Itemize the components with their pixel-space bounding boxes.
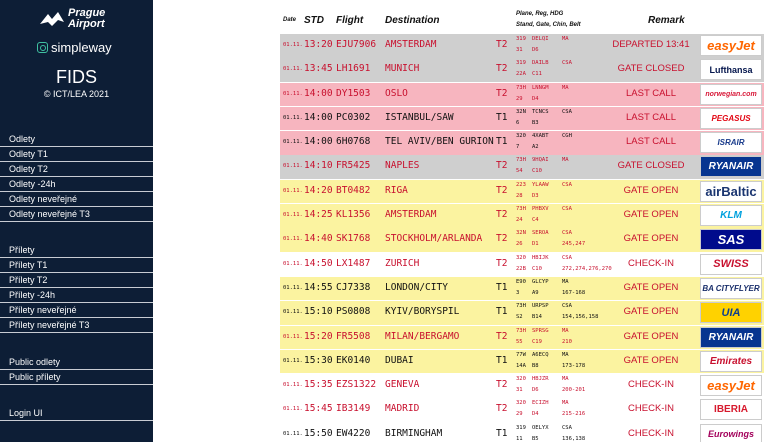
gate: B14 bbox=[532, 314, 542, 321]
flight-row bbox=[280, 58, 764, 82]
airline-logo: BA CITYFLYER bbox=[700, 278, 762, 299]
gate: D6 bbox=[532, 387, 539, 394]
flight-number: PC0302 bbox=[336, 111, 371, 123]
flight-std: 13:20 bbox=[304, 39, 333, 50]
flight-terminal: T2 bbox=[496, 184, 508, 196]
registration: DAILB bbox=[532, 60, 549, 67]
stand: 29 bbox=[516, 95, 523, 102]
airline-logo: SWISS bbox=[700, 254, 762, 275]
nav-item-public[interactable]: Public odlety bbox=[0, 355, 153, 370]
flight-std: 14:50 bbox=[304, 257, 333, 269]
flight-number: FR5508 bbox=[336, 330, 371, 342]
flight-std: 15:10 bbox=[304, 306, 333, 318]
checkin-desks: 167-168 bbox=[562, 289, 586, 296]
stand: 6 bbox=[516, 119, 520, 126]
checkin-desks: 215-216 bbox=[562, 411, 586, 418]
gate: D3 bbox=[532, 192, 539, 199]
flight-destination: MILAN/BERGAMO bbox=[385, 330, 460, 342]
flight-destination: MUNICH bbox=[385, 63, 420, 75]
handling: CSA bbox=[562, 108, 572, 115]
header-flight: Flight bbox=[336, 15, 364, 26]
checkin-desks: 154,156,158 bbox=[562, 314, 599, 321]
flight-destination: ZURICH bbox=[385, 257, 420, 269]
airline-logo: UIA bbox=[700, 302, 762, 323]
flight-number: PS0808 bbox=[336, 306, 371, 318]
plane-type: 73H bbox=[516, 303, 526, 310]
plane-type: 319 bbox=[516, 60, 526, 67]
header-date: Date bbox=[283, 17, 297, 23]
flight-date: 01.11. bbox=[283, 139, 303, 146]
handling: CSA bbox=[562, 206, 572, 213]
airline-logo: IBERIA bbox=[700, 399, 762, 420]
stand: 14A bbox=[516, 362, 526, 369]
plane-type: E90 bbox=[516, 278, 526, 285]
flight-row bbox=[280, 155, 764, 179]
plane-type: 320 bbox=[516, 133, 526, 140]
nav-item-prilety[interactable]: Přílety -24h bbox=[0, 288, 153, 303]
flight-remark: LAST CALL bbox=[626, 136, 676, 148]
flight-remark: CHECK-IN bbox=[628, 257, 674, 269]
gate: D1 bbox=[532, 241, 539, 248]
nav-item-public[interactable]: Public přílety bbox=[0, 370, 153, 385]
flight-number: EW4220 bbox=[336, 427, 371, 439]
registration: DELQI bbox=[532, 36, 549, 42]
flight-row bbox=[280, 301, 764, 325]
flight-destination: TEL AVIV/BEN GURION bbox=[385, 136, 494, 148]
registration: SPRSG bbox=[532, 327, 549, 334]
plane-type: 32N bbox=[516, 108, 526, 115]
flight-remark: CHECK-IN bbox=[628, 379, 674, 391]
registration: YLAAW bbox=[532, 181, 549, 188]
checkin-desks: 272,274,276,270 bbox=[562, 265, 612, 272]
registration: TCNCS bbox=[532, 108, 549, 115]
copyright: © ICT/LEA 2021 bbox=[43, 89, 110, 99]
airline-logo: airBaltic bbox=[700, 181, 762, 202]
nav-item-odlety[interactable]: Odlety neveřejné bbox=[0, 192, 153, 207]
flight-std: 15:30 bbox=[304, 354, 333, 366]
flight-std: 15:50 bbox=[304, 427, 333, 439]
flight-row bbox=[280, 107, 764, 131]
registration: LNNGM bbox=[532, 84, 549, 91]
flight-number: 6H0768 bbox=[336, 136, 371, 148]
flight-row bbox=[280, 398, 764, 422]
flight-destination: OSLO bbox=[385, 87, 408, 99]
handling: MA bbox=[562, 84, 569, 91]
stand: 28 bbox=[516, 192, 523, 199]
flight-destination: DUBAI bbox=[385, 354, 414, 366]
handling: MA bbox=[562, 36, 569, 42]
flight-std: 15:45 bbox=[304, 403, 333, 415]
plane-type: 223 bbox=[516, 181, 526, 188]
flight-terminal: T1 bbox=[496, 306, 508, 318]
nav-item-odlety[interactable]: Odlety T1 bbox=[0, 147, 153, 162]
handling: CSA bbox=[562, 424, 572, 431]
flight-number: EZS1322 bbox=[336, 379, 377, 391]
flight-remark: LAST CALL bbox=[626, 111, 676, 123]
prague-airport-logo bbox=[38, 8, 118, 32]
plane-type: 319 bbox=[516, 36, 526, 42]
handling: MA bbox=[562, 351, 569, 358]
header-destination: Destination bbox=[385, 15, 440, 26]
nav-departures bbox=[0, 132, 153, 222]
flight-date: 01.11. bbox=[283, 430, 303, 437]
flight-remark: GATE OPEN bbox=[623, 184, 679, 196]
plane-type: 73H bbox=[516, 206, 526, 213]
flight-std: 14:40 bbox=[304, 233, 333, 245]
flight-row bbox=[280, 180, 764, 204]
flight-std: 14:20 bbox=[304, 184, 333, 196]
flight-std: 14:00 bbox=[304, 136, 333, 148]
registration: 4XABT bbox=[532, 133, 549, 140]
flight-destination: BIRMINGHAM bbox=[385, 427, 443, 439]
registration: 9HQAI bbox=[532, 157, 549, 164]
airline-logo: Emirates bbox=[700, 351, 762, 372]
flight-destination: ISTANBUL/SAW bbox=[385, 111, 454, 123]
registration: URPSP bbox=[532, 303, 549, 310]
flight-row bbox=[280, 34, 764, 58]
checkin-desks: 245,247 bbox=[562, 241, 586, 248]
flight-row bbox=[280, 83, 764, 107]
flight-destination: LONDON/CITY bbox=[385, 281, 448, 293]
flight-rows bbox=[280, 34, 764, 442]
flight-row bbox=[280, 423, 764, 442]
stand: 22B bbox=[516, 265, 526, 272]
flight-terminal: T2 bbox=[496, 209, 508, 221]
flight-row bbox=[280, 131, 764, 155]
flight-number: LX1487 bbox=[336, 257, 371, 269]
registration: ECIZH bbox=[532, 400, 549, 407]
nav-login bbox=[0, 406, 153, 421]
flight-date: 01.11. bbox=[283, 260, 303, 267]
flight-terminal: T1 bbox=[496, 427, 508, 439]
registration: OELYX bbox=[532, 424, 549, 431]
gate: C4 bbox=[532, 217, 539, 224]
flight-std: 14:55 bbox=[304, 281, 333, 293]
flight-std: 15:20 bbox=[304, 330, 333, 342]
flight-date: 01.11. bbox=[283, 42, 303, 48]
flight-terminal: T2 bbox=[496, 379, 508, 391]
flight-date: 01.11. bbox=[283, 406, 303, 413]
plane-type: 73H bbox=[516, 327, 526, 334]
plane-type: 320 bbox=[516, 400, 526, 407]
stand: 54 bbox=[516, 168, 523, 175]
flight-remark: GATE OPEN bbox=[623, 306, 679, 318]
stand: 29 bbox=[516, 411, 523, 418]
flight-std: 14:00 bbox=[304, 111, 333, 123]
gate: B8 bbox=[532, 362, 539, 369]
checkin-desks: 210 bbox=[562, 338, 572, 345]
flight-terminal: T2 bbox=[496, 160, 508, 172]
flight-number: EK0140 bbox=[336, 354, 371, 366]
simpleway-icon bbox=[37, 42, 48, 53]
handling: MA bbox=[562, 278, 569, 285]
header-details-1: Plane, Reg, HDG bbox=[516, 11, 564, 17]
flight-terminal: T1 bbox=[496, 111, 508, 123]
flight-destination: NAPLES bbox=[385, 160, 420, 172]
nav-item-prilety[interactable]: Přílety neveřejné T3 bbox=[0, 318, 153, 333]
handling: CSA bbox=[562, 303, 572, 310]
flight-terminal: T2 bbox=[496, 39, 508, 50]
gate: A9 bbox=[532, 289, 539, 296]
flight-terminal: T1 bbox=[496, 354, 508, 366]
flight-terminal: T1 bbox=[496, 136, 508, 148]
stand: S2 bbox=[516, 314, 523, 321]
plane-type: 319 bbox=[516, 424, 526, 431]
stand: 31 bbox=[516, 387, 523, 394]
flight-number: LH1691 bbox=[336, 63, 371, 75]
nav-item-prilety[interactable]: Přílety T1 bbox=[0, 258, 153, 273]
gate: A2 bbox=[532, 144, 539, 151]
flight-remark: DEPARTED 13:41 bbox=[612, 39, 690, 50]
flight-std: 14:25 bbox=[304, 209, 333, 221]
flight-terminal: T1 bbox=[496, 281, 508, 293]
stand: 7 bbox=[516, 144, 520, 151]
flight-number: IB3149 bbox=[336, 403, 371, 415]
header-remark: Remark bbox=[648, 15, 685, 26]
plane-type: 320 bbox=[516, 254, 526, 261]
checkin-desks: 200-201 bbox=[562, 387, 586, 394]
flight-std: 14:10 bbox=[304, 160, 333, 172]
flight-date: 01.11. bbox=[283, 236, 303, 243]
gate: D4 bbox=[532, 95, 539, 102]
flight-destination: MADRID bbox=[385, 403, 420, 415]
flight-date: 01.11. bbox=[283, 187, 303, 194]
flight-remark: GATE OPEN bbox=[623, 233, 679, 245]
flight-row bbox=[280, 277, 764, 301]
airline-logo: ISRAIR bbox=[700, 132, 762, 153]
gate: D4 bbox=[532, 411, 539, 418]
flight-date: 01.11. bbox=[283, 212, 303, 219]
airline-logo: Lufthansa bbox=[700, 59, 762, 80]
plane-type: 77W bbox=[516, 351, 526, 358]
handling: MA bbox=[562, 376, 569, 383]
flight-row bbox=[280, 204, 764, 228]
registration: HBIJK bbox=[532, 254, 549, 261]
logo-line-1: Prague bbox=[68, 7, 106, 19]
flight-destination: STOCKHOLM/ARLANDA bbox=[385, 233, 483, 245]
flight-terminal: T2 bbox=[496, 330, 508, 342]
flight-number: SK1768 bbox=[336, 233, 371, 245]
flight-date: 01.11. bbox=[283, 309, 303, 316]
flight-number: CJ7338 bbox=[336, 281, 371, 293]
plane-logo-icon bbox=[38, 10, 66, 28]
handling: CGH bbox=[562, 133, 572, 140]
page-title: FIDS bbox=[55, 67, 97, 87]
flight-date: 01.11. bbox=[283, 66, 303, 73]
flight-date: 01.11. bbox=[283, 382, 303, 389]
flight-remark: LAST CALL bbox=[626, 87, 676, 99]
flight-destination: AMSTERDAM bbox=[385, 39, 437, 50]
flight-date: 01.11. bbox=[283, 163, 303, 170]
registration: SEROA bbox=[532, 230, 549, 237]
flight-remark: GATE OPEN bbox=[623, 209, 679, 221]
nav-item-odlety[interactable]: Odlety bbox=[0, 132, 153, 147]
flight-std: 14:00 bbox=[304, 87, 333, 99]
flight-remark: CHECK-IN bbox=[628, 403, 674, 415]
flight-remark: GATE OPEN bbox=[623, 354, 679, 366]
flight-number: BT0482 bbox=[336, 184, 371, 196]
handling: MA bbox=[562, 400, 569, 407]
checkin-desks: 136,138 bbox=[562, 435, 586, 442]
nav-item-odlety[interactable]: Odlety neveřejné T3 bbox=[0, 207, 153, 222]
handling: MA bbox=[562, 327, 569, 334]
gate: D6 bbox=[532, 47, 539, 53]
nav-item-odlety[interactable]: Odlety T2 bbox=[0, 162, 153, 177]
flight-row bbox=[280, 228, 764, 252]
handling: CSA bbox=[562, 60, 572, 67]
sidebar bbox=[0, 0, 153, 442]
simpleway-label: simpleway bbox=[51, 40, 112, 55]
flight-remark: GATE CLOSED bbox=[617, 160, 685, 172]
board-header bbox=[280, 8, 764, 34]
flight-terminal: T2 bbox=[496, 233, 508, 245]
airline-logo: Eurowings bbox=[700, 424, 762, 442]
flight-remark: GATE OPEN bbox=[623, 330, 679, 342]
registration: A6ECQ bbox=[532, 351, 549, 358]
registration: PHBXV bbox=[532, 206, 549, 213]
flight-board bbox=[280, 8, 764, 442]
nav-item-odlety[interactable]: Odlety -24h bbox=[0, 177, 153, 192]
stand: 22A bbox=[516, 71, 526, 78]
flight-row bbox=[280, 253, 764, 277]
logo-line-2: Airport bbox=[68, 18, 105, 30]
airline-logo: norwegian.com bbox=[700, 84, 762, 105]
handling: CSA bbox=[562, 230, 572, 237]
flight-date: 01.11. bbox=[283, 284, 303, 291]
flight-destination: GENEVA bbox=[385, 379, 420, 391]
flight-std: 15:35 bbox=[304, 379, 333, 391]
gate: B3 bbox=[532, 119, 539, 126]
header-std: STD bbox=[304, 15, 324, 26]
airline-logo: easyJet bbox=[700, 375, 762, 396]
handling: CSA bbox=[562, 254, 572, 261]
flight-date: 01.11. bbox=[283, 90, 303, 97]
nav-public bbox=[0, 355, 153, 385]
nav-arrivals bbox=[0, 243, 153, 333]
flight-date: 01.11. bbox=[283, 333, 303, 340]
registration: HBJZR bbox=[532, 376, 549, 383]
flight-remark: CHECK-IN bbox=[628, 427, 674, 439]
registration: GLCYP bbox=[532, 278, 549, 285]
airline-logo: KLM bbox=[700, 205, 762, 226]
airline-logo: RYANAIR bbox=[700, 327, 762, 348]
gate: B5 bbox=[532, 435, 539, 442]
flight-terminal: T2 bbox=[496, 403, 508, 415]
handling: CSA bbox=[562, 181, 572, 188]
airline-logo: PEGASUS bbox=[700, 108, 762, 129]
airline-logo: SAS bbox=[700, 229, 762, 250]
flight-number: KL1356 bbox=[336, 209, 371, 221]
plane-type: 73H bbox=[516, 157, 526, 164]
plane-type: 32N bbox=[516, 230, 526, 237]
simpleway-brand bbox=[37, 40, 112, 55]
flight-destination: AMSTERDAM bbox=[385, 209, 437, 221]
stand: 26 bbox=[516, 241, 523, 248]
stand: 11 bbox=[516, 435, 523, 442]
nav-item-prilety[interactable]: Přílety bbox=[0, 243, 153, 258]
flight-destination: RIGA bbox=[385, 184, 408, 196]
flight-number: FR5425 bbox=[336, 160, 371, 172]
nav-item-prilety[interactable]: Přílety T2 bbox=[0, 273, 153, 288]
stand: 3 bbox=[516, 289, 520, 296]
airline-logo: RYANAIR bbox=[700, 156, 762, 177]
gate: C11 bbox=[532, 71, 542, 78]
handling: MA bbox=[562, 157, 569, 164]
flight-remark: GATE CLOSED bbox=[617, 63, 685, 75]
flight-row bbox=[280, 374, 764, 398]
flight-terminal: T2 bbox=[496, 63, 508, 75]
header-details-2: Stand, Gate, Chin, Belt bbox=[516, 22, 581, 28]
stand: 31 bbox=[516, 47, 523, 53]
flight-date: 01.11. bbox=[283, 357, 303, 364]
nav-item-prilety[interactable]: Přílety neveřejné bbox=[0, 303, 153, 318]
flight-destination: KYIV/BORYSPIL bbox=[385, 306, 460, 318]
flight-row bbox=[280, 350, 764, 374]
plane-type: 320 bbox=[516, 376, 526, 383]
plane-type: 73H bbox=[516, 84, 526, 91]
nav-item-login[interactable]: Login UI bbox=[0, 406, 153, 421]
flight-row bbox=[280, 326, 764, 350]
flight-date: 01.11. bbox=[283, 114, 303, 121]
gate: C10 bbox=[532, 168, 542, 175]
flight-terminal: T2 bbox=[496, 257, 508, 269]
gate: C19 bbox=[532, 338, 542, 345]
flight-number: EJU7906 bbox=[336, 39, 377, 50]
checkin-desks: 173-178 bbox=[562, 362, 586, 369]
stand: 24 bbox=[516, 217, 523, 224]
flight-remark: GATE OPEN bbox=[623, 281, 679, 293]
stand: 55 bbox=[516, 338, 523, 345]
flight-std: 13:45 bbox=[304, 63, 333, 75]
flight-number: DY1503 bbox=[336, 87, 371, 99]
flight-terminal: T2 bbox=[496, 87, 508, 99]
airline-logo: easyJet bbox=[700, 35, 762, 56]
gate: C10 bbox=[532, 265, 542, 272]
